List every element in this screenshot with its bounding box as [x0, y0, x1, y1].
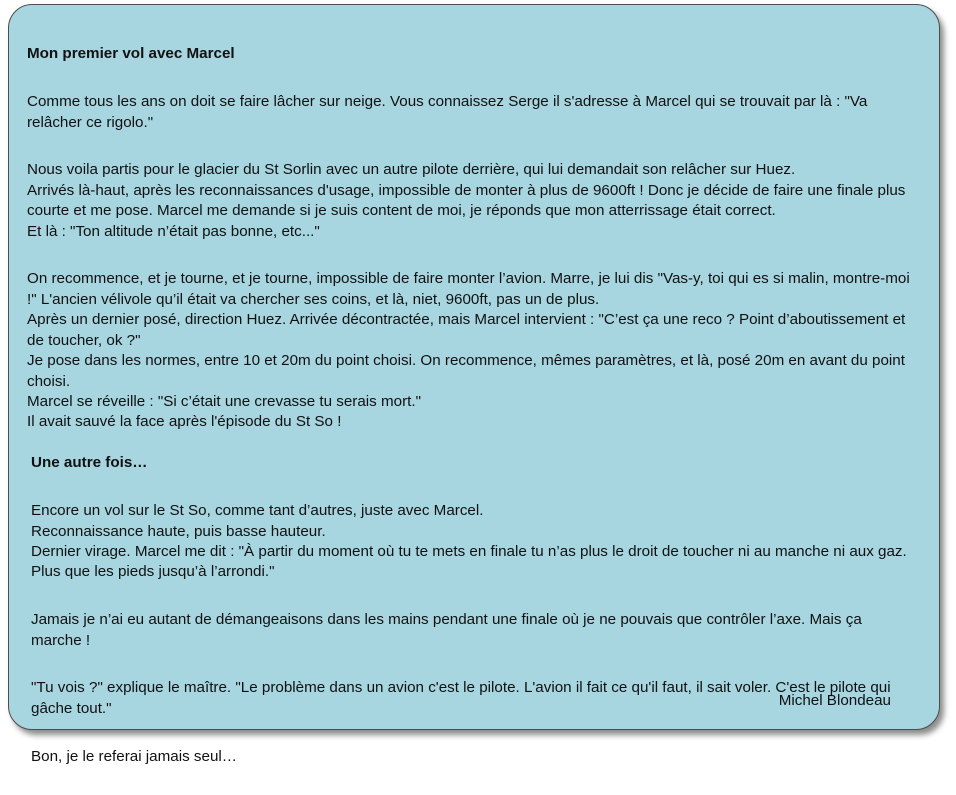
story-2-paragraph-4: Bon, je le referai jamais seul…: [31, 747, 237, 765]
story-1-paragraph-2: Nous voila partis pour le glacier du St Sorlin avec un autre pilote derrière, qui lui demandait son relâcher sur Huez. Arrivés là-haut, après les reconnaissances d'usage, impossible de monter à plus de 9600ft ! Donc je décide de faire une finale plus courte et me pose. Marcel me demande si je suis content de moi, je réponds que mon atterrissage était correct. Et là : "Ton altitude n’était pas bonne, etc...": [27, 161, 906, 240]
story-2-paragraph-1: Encore un vol sur le St So, comme tant d’autres, juste avec Marcel. Reconnaissance haute, puis basse hauteur. Dernier virage. Marcel me dit : "À partir du moment où tu te mets en finale tu n’as plus le droit de toucher ni au manche ni aux gaz. Plus que les pieds jusqu’à l’arrondi.": [31, 502, 907, 581]
story-2-paragraph-3: "Tu vois ?" explique le maître. "Le problème dans un avion c'est le pilote. L'avion il fait ce qu'il faut, il sait voler. C'est le pilote qui gâche tout.": [31, 679, 891, 717]
story-section-2: [31, 433, 911, 795]
story-1-paragraph-1: Comme tous les ans on doit se faire lâcher sur neige. Vous connaissez Serge il s'adresse à Marcel qui se trouvait par là : "Va relâcher ce rigolo.": [27, 93, 868, 131]
story-1-paragraph-3: On recommence, et je tourne, et je tourne, impossible de faire monter l’avion. Marre, je lui dis "Vas-y, toi qui es si malin, montre-moi !" L'ancien vélivole qu’il était va chercher ses coins, et là, niet, 9600ft, pas un de plus. Après un dernier posé, direction Huez. Arrivée décontractée, mais Marcel intervient : "C’est ça une reco ? Point d’aboutissement et de toucher, ok ?" Je pose dans les normes, entre 10 et 20m du point choisi. On recommence, mêmes paramètres, et là, posé 20m en avant du point choisi. Marcel se réveille : "Si c’était une crevasse tu serais mort." Il avait sauvé la face après l'épisode du St So !: [27, 270, 910, 431]
story-1-title: Mon premier vol avec Marcel: [27, 45, 235, 63]
story-2-paragraph-2: Jamais je n’ai eu autant de démangeaisons dans les mains pendant une finale où je ne pouvais que contrôler l’axe. Mais ça marche !: [31, 611, 862, 649]
story-section-1: [27, 24, 912, 460]
author-signature: Michel Blondeau: [778, 692, 891, 709]
story-2-title: Une autre fois…: [31, 454, 148, 472]
